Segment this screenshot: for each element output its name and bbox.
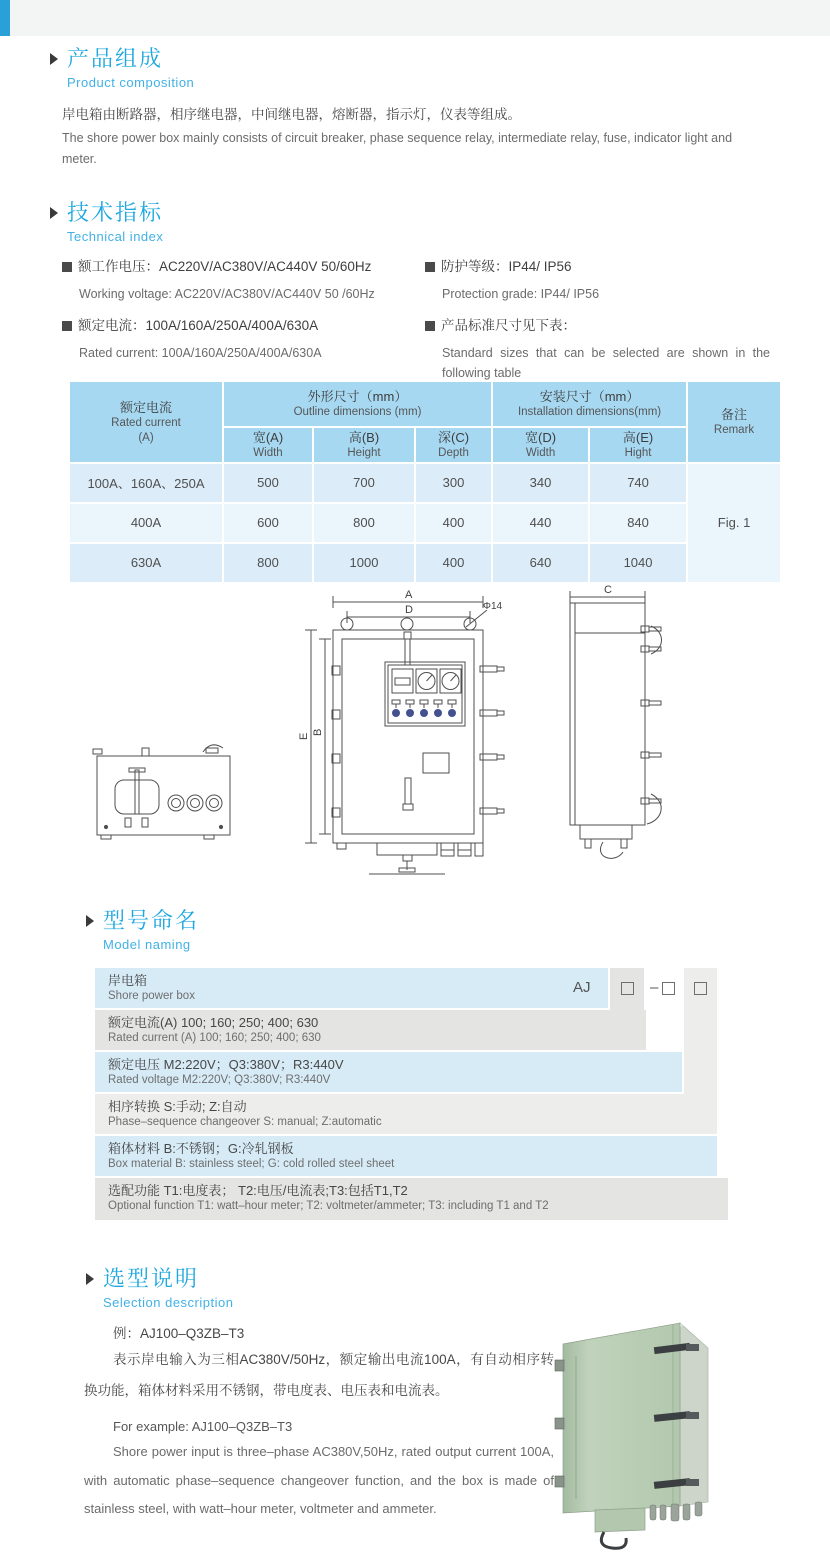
subcol-depth-c: 深(C) Depth (416, 428, 491, 462)
spec-list-left (62, 257, 422, 375)
section-title-en: Model naming (103, 937, 191, 952)
spec-en-text: Rated current: 100A/160A/250A/400A/630A (79, 346, 322, 360)
dim-c-label: C (604, 584, 612, 596)
dim-b-label: B (312, 728, 324, 736)
square-bullet-icon (62, 262, 72, 272)
spec-item (62, 316, 422, 363)
composition-paragraph-zh: 岸电箱由断路器，相序继电器，中间继电器，熔断器，指示灯，仪表等组成。 (62, 107, 521, 122)
drawing-bottom-view (93, 745, 230, 839)
code-dash: – (650, 979, 659, 996)
subcol-height-e: 高(E) Hight (590, 428, 686, 462)
naming-row-phase-sequence: 相序转换 S:手动; Z:自动 Phase–sequence changeover S: manual; Z:automatic (95, 1094, 717, 1134)
top-band (0, 0, 830, 36)
section-technical-index-header (50, 200, 163, 244)
selection-example-en: For example: AJ100–Q3ZB–T3 (113, 1419, 293, 1434)
naming-row-box-material: 箱体材料 B:不锈钢；G:冷轧钢板 Box material B: stainless steel; G: cold rolled steel sheet (95, 1136, 717, 1176)
composition-paragraph-en: The shore power box mainly consists of circuit breaker, phase sequence relay, intermediate relay, fuse, indicator light and meter. (62, 131, 733, 166)
size-table (68, 380, 782, 584)
indicator-lamps (392, 700, 456, 717)
dim-a-label: A (405, 589, 413, 601)
table-row: 630A 800 1000 400 640 1040 (70, 544, 780, 582)
section-title-zh: 技术指标 (67, 200, 164, 225)
square-bullet-icon (425, 262, 435, 272)
section-selection-header (86, 1266, 233, 1310)
drawing-front-view (305, 596, 504, 874)
spec-zh-text: 产品标准尺寸见下表： (441, 318, 576, 333)
selection-example-zh: 例：AJ100–Q3ZB–T3 (113, 1326, 245, 1341)
spec-item (425, 316, 770, 383)
section-arrow-icon (50, 207, 58, 219)
technical-drawing (85, 580, 765, 880)
naming-row-optional-function: 选配功能 T1:电度表； T2:电压/电流表;T3:包括T1,T2 Optional function T1: watt–hour meter; T2: voltmeter/ammeter; T3: including T1 and T2 (95, 1178, 728, 1220)
subcol-height-b: 高(B) Height (314, 428, 414, 462)
section-title-en: Technical index (67, 229, 164, 244)
naming-row-rated-current: 额定电流(A) 100; 160; 250; 400; 630 Rated current (A) 100; 160; 250; 400; 630 (95, 1010, 646, 1050)
corner-accent-block (0, 0, 10, 36)
spec-en-text: Standard sizes that can be selected are shown in the following table (442, 346, 770, 380)
product-photo-cabinet (540, 1292, 830, 1568)
selection-paragraph-zh: 表示岸电输入为三相AC380V/50Hz，额定输出电流100A，有自动相序转换功能，箱体材料采用不锈钢，带电度表、电压表和电流表。 (84, 1352, 554, 1398)
section-title-zh: 选型说明 (103, 1266, 200, 1291)
square-bullet-icon (62, 321, 72, 331)
section-title-en: Product composition (67, 75, 195, 90)
section-arrow-icon (86, 1273, 94, 1285)
drawing-side-view (570, 591, 662, 858)
section-title-zh: 产品组成 (67, 46, 164, 71)
col-header-outline: 外形尺寸（mm） Outline dimensions (mm) (224, 382, 491, 426)
spec-en-text: Protection grade: IP44/ IP56 (442, 287, 600, 301)
spec-item (62, 257, 422, 304)
selection-paragraph-en: Shore power input is three–phase AC380V,50Hz, rated output current 100A, with automatic phase–sequence changeover function, and the box is made of stainless steel, with watt–hour meter, voltmeter and ammeter. (84, 1444, 554, 1516)
spec-zh-text: 额定电流：100A/160A/250A/400A/630A (78, 318, 319, 333)
section-arrow-icon (50, 53, 58, 65)
square-bullet-icon (425, 321, 435, 331)
spec-item (425, 257, 770, 304)
section-title-en: Selection description (103, 1295, 234, 1310)
code-box-icon (694, 982, 707, 995)
code-box-icon (662, 982, 675, 995)
spec-en-text: Working voltage: AC220V/AC380V/AC440V 50 /60Hz (79, 287, 375, 301)
spec-list-right (425, 257, 770, 395)
section-arrow-icon (86, 915, 94, 927)
table-row: 400A 600 800 400 440 840 (70, 504, 780, 542)
section-product-composition-header (50, 46, 194, 90)
model-prefix: AJ (573, 979, 591, 996)
spec-zh-text: 防护等级：IP44/ IP56 (441, 259, 572, 274)
col-header-installation: 安装尺寸（mm） Installation dimensions(mm) (493, 382, 686, 426)
hole-dia-label: Φ14 (483, 601, 503, 612)
dim-e-label: E (298, 732, 310, 740)
section-title-zh: 型号命名 (103, 908, 200, 933)
remark-cell: Fig. 1 (688, 464, 780, 582)
col-header-rated-current: 额定电流 Rated current (A) (70, 382, 222, 462)
subcol-width-d: 宽(D) Width (493, 428, 588, 462)
dim-d-label: D (405, 604, 413, 616)
section-model-naming-header (86, 908, 199, 952)
table-row: 100A、160A、250A 500 700 300 340 740 Fig. 1 (70, 464, 780, 502)
col-header-remark: 备注 Remark (688, 382, 780, 462)
spec-zh-text: 额工作电压：AC220V/AC380V/AC440V 50/60Hz (78, 259, 372, 274)
model-naming-diagram (95, 968, 728, 1220)
subcol-width-a: 宽(A) Width (224, 428, 312, 462)
naming-row-shore-power-box: 岸电箱 Shore power box (95, 968, 608, 1008)
naming-row-rated-voltage: 额定电压 M2:220V；Q3:380V；R3:440V Rated voltage M2:220V; Q3:380V; R3:440V (95, 1052, 682, 1092)
code-box-icon (621, 982, 634, 995)
